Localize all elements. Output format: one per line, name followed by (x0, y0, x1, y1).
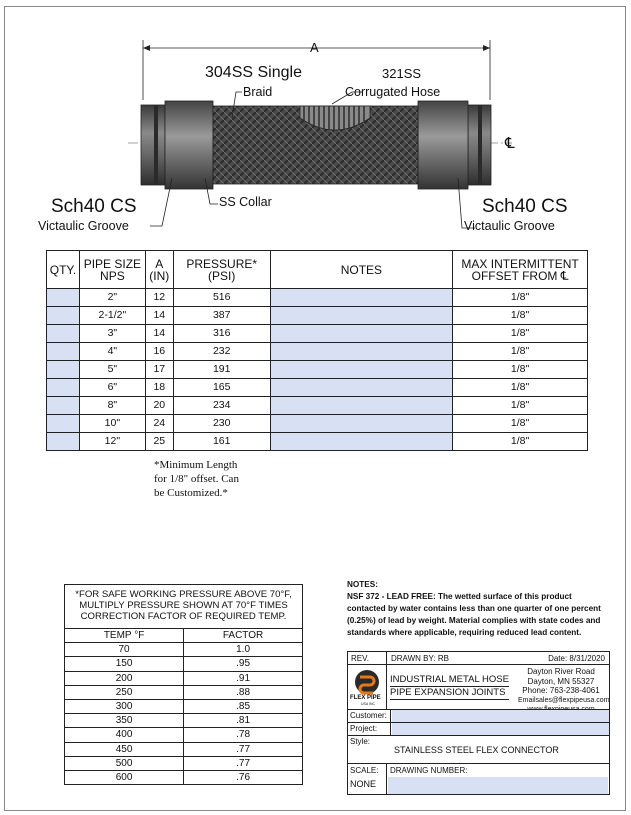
temp-cell: 200 (65, 671, 184, 685)
drawing-date: Date: 8/31/2020 (497, 652, 609, 665)
temp-row (65, 742, 303, 756)
factor-cell: .77 (184, 742, 303, 756)
customer-field[interactable] (392, 710, 609, 722)
notes-cell[interactable] (270, 379, 452, 397)
offset-cell: 1/8" (453, 325, 588, 343)
notes-heading: NOTES: (347, 580, 378, 589)
spec-row (47, 379, 588, 397)
notes-block (347, 579, 611, 639)
drawing-number-cell (387, 763, 609, 794)
right-end-title: Sch40 CS (482, 196, 568, 217)
notes-cell[interactable] (270, 289, 452, 307)
pipe-size-cell: 10" (79, 415, 145, 433)
header-a: A (IN) (145, 251, 173, 289)
pressure-cell: 234 (173, 397, 270, 415)
length-a-cell: 24 (145, 415, 173, 433)
notes-cell[interactable] (270, 397, 452, 415)
offset-cell: 1/8" (453, 307, 588, 325)
offset-cell: 1/8" (453, 397, 588, 415)
heading-line: MULTIPLY PRESSURE SHOWN AT 70°F TIMES (79, 600, 288, 611)
notes-cell[interactable] (270, 361, 452, 379)
factor-cell: .95 (184, 657, 303, 671)
qty-cell[interactable] (47, 289, 80, 307)
length-a-cell: 12 (145, 289, 173, 307)
qty-cell[interactable] (47, 343, 80, 361)
customer-row (348, 709, 609, 722)
length-a-cell: 16 (145, 343, 173, 361)
header-qty: QTY. (47, 251, 80, 289)
offset-cell: 1/8" (453, 433, 588, 451)
pipe-size-cell: 3" (79, 325, 145, 343)
style-value: STAINLESS STEEL FLEX CONNECTOR (394, 745, 559, 755)
factor-cell: .77 (184, 756, 303, 770)
qty-cell[interactable] (47, 361, 80, 379)
company-lines (390, 674, 509, 700)
notes-cell[interactable] (270, 307, 452, 325)
hose-title: 321SS (382, 66, 422, 81)
spec-row (47, 325, 588, 343)
pressure-cell: 230 (173, 415, 270, 433)
company-line-1: INDUSTRIAL METAL HOSE (390, 674, 509, 685)
temp-row (65, 728, 303, 742)
logo-subtext: USA INC (361, 702, 376, 706)
temp-cell: 450 (65, 742, 184, 756)
pipe-size-cell: 2" (79, 289, 145, 307)
project-row (348, 722, 609, 735)
temp-row (65, 699, 303, 713)
length-a-cell: 25 (145, 433, 173, 451)
temp-cell: 350 (65, 714, 184, 728)
company-address (518, 667, 610, 715)
spec-table (46, 250, 588, 451)
notes-cell[interactable] (270, 343, 452, 361)
spec-row (47, 415, 588, 433)
drawing-number-field[interactable] (388, 777, 608, 794)
phone-number: Phone: 763-238-4061 (522, 686, 600, 695)
offset-cell: 1/8" (453, 289, 588, 307)
temp-row (65, 657, 303, 671)
pressure-cell: 232 (173, 343, 270, 361)
temp-cell: 150 (65, 657, 184, 671)
pipe-size-cell: 8" (79, 397, 145, 415)
pressure-cell: 387 (173, 307, 270, 325)
notes-text (347, 591, 611, 639)
hose-label: Corrugated Hose (345, 85, 441, 99)
temp-row (65, 756, 303, 770)
factor-cell: .91 (184, 671, 303, 685)
pipe-size-cell: 6" (79, 379, 145, 397)
spec-header-row (47, 251, 588, 289)
notes-cell[interactable] (270, 433, 452, 451)
heading-line: CORRECTION FACTOR OF REQUIRED TEMP. (80, 611, 287, 622)
pressure-cell: 316 (173, 325, 270, 343)
length-a-cell: 17 (145, 361, 173, 379)
spec-row (47, 361, 588, 379)
left-end-title: Sch40 CS (51, 196, 137, 217)
length-a-cell: 14 (145, 307, 173, 325)
factor-cell: .88 (184, 685, 303, 699)
minimum-length-footnote (154, 458, 239, 500)
spec-row (47, 289, 588, 307)
footnote-line: be Customized.* (154, 487, 228, 499)
temp-cell: 70 (65, 643, 184, 657)
left-end-subtitle: Victaulic Groove (38, 219, 129, 233)
temp-row (65, 685, 303, 699)
spec-row (47, 343, 588, 361)
temp-row (65, 671, 303, 685)
drawn-by: DRAWN BY: RB (387, 652, 497, 665)
logo-text: FLEX PIPE (350, 695, 381, 701)
style-label: Style: (350, 737, 371, 746)
header-temp: TEMP °F (65, 629, 184, 643)
factor-cell: .78 (184, 728, 303, 742)
temp-row (65, 643, 303, 657)
header-factor: FACTOR (184, 629, 303, 643)
header-pressure: PRESSURE* (PSI) (173, 251, 270, 289)
rev-cell: REV. (348, 652, 387, 665)
qty-cell[interactable] (47, 397, 80, 415)
qty-cell[interactable] (47, 433, 80, 451)
length-a-cell: 20 (145, 397, 173, 415)
braid-title: 304SS Single (205, 64, 302, 81)
header-pipe-size: PIPE SIZE NPS (79, 251, 145, 289)
temp-cell: 500 (65, 756, 184, 770)
temp-cell: 600 (65, 770, 184, 784)
pressure-cell: 516 (173, 289, 270, 307)
qty-cell[interactable] (47, 415, 80, 433)
style-row (348, 735, 609, 763)
spec-row (47, 433, 588, 451)
pipe-size-cell: 4" (79, 343, 145, 361)
temperature-table-heading (64, 584, 303, 628)
offset-cell: 1/8" (453, 361, 588, 379)
collar-label: SS Collar (219, 195, 272, 209)
temp-cell: 400 (65, 728, 184, 742)
address-line-1: Dayton River Road (527, 667, 595, 676)
company-line-2: PIPE EXPANSION JOINTS (390, 687, 509, 700)
footnote-line: *Minimum Length (154, 459, 238, 471)
factor-cell: .81 (184, 714, 303, 728)
factor-cell: .85 (184, 699, 303, 713)
temperature-correction-table (64, 584, 303, 785)
scale-value: NONE (350, 779, 377, 789)
braid-label: Braid (243, 85, 273, 99)
pipe-size-cell: 5" (79, 361, 145, 379)
temp-row (65, 770, 303, 784)
offset-cell: 1/8" (453, 415, 588, 433)
dimension-a-label: A (310, 40, 319, 55)
qty-cell[interactable] (47, 325, 80, 343)
spec-row (47, 307, 588, 325)
project-field[interactable] (392, 723, 609, 735)
customer-label: Customer: (348, 710, 391, 722)
centerline-symbol: ℄ (505, 135, 515, 152)
temp-cell: 250 (65, 685, 184, 699)
address-line-2: Dayton, MN 55327 (527, 676, 595, 686)
notes-cell[interactable] (270, 325, 452, 343)
notes-lead: NSF 372 - LEAD FREE: (347, 592, 436, 601)
email-address: Emailsales@flexpipeusa.com (518, 696, 610, 704)
offset-cell: 1/8" (453, 379, 588, 397)
offset-cell: 1/8" (453, 343, 588, 361)
drawing-number-label: DRAWING NUMBER: (390, 766, 468, 775)
title-block (347, 651, 610, 795)
heading-line: *FOR SAFE WORKING PRESSURE ABOVE 70°F, (75, 589, 292, 600)
temp-cell: 300 (65, 699, 184, 713)
logo-cell (348, 665, 387, 709)
qty-cell[interactable] (47, 379, 80, 397)
pressure-cell: 161 (173, 433, 270, 451)
pressure-cell: 165 (173, 379, 270, 397)
notes-cell[interactable] (270, 415, 452, 433)
project-label: Project: (348, 723, 391, 735)
spec-row (47, 397, 588, 415)
pipe-size-cell: 12" (79, 433, 145, 451)
right-end-subtitle: Victaulic Groove (464, 219, 555, 233)
scale-cell (348, 763, 387, 794)
factor-cell: 1.0 (184, 643, 303, 657)
scale-label: SCALE: (350, 766, 379, 775)
length-a-cell: 18 (145, 379, 173, 397)
length-a-cell: 14 (145, 325, 173, 343)
temp-row (65, 714, 303, 728)
qty-cell[interactable] (47, 307, 80, 325)
header-offset: MAX INTERMITTENT OFFSET FROM ℄ (453, 251, 588, 289)
factor-cell: .76 (184, 770, 303, 784)
pressure-cell: 191 (173, 361, 270, 379)
header-notes: NOTES (270, 251, 452, 289)
footnote-line: for 1/8" offset. Can (154, 473, 239, 485)
pipe-size-cell: 2-1/2" (79, 307, 145, 325)
notes-body: The wetted surface of this product contacted by water contains less than one quarter of one percent (0.25%) of lead by weight. Material complies with state codes and standards where applicable, requiring reduced lead content. (347, 592, 601, 637)
